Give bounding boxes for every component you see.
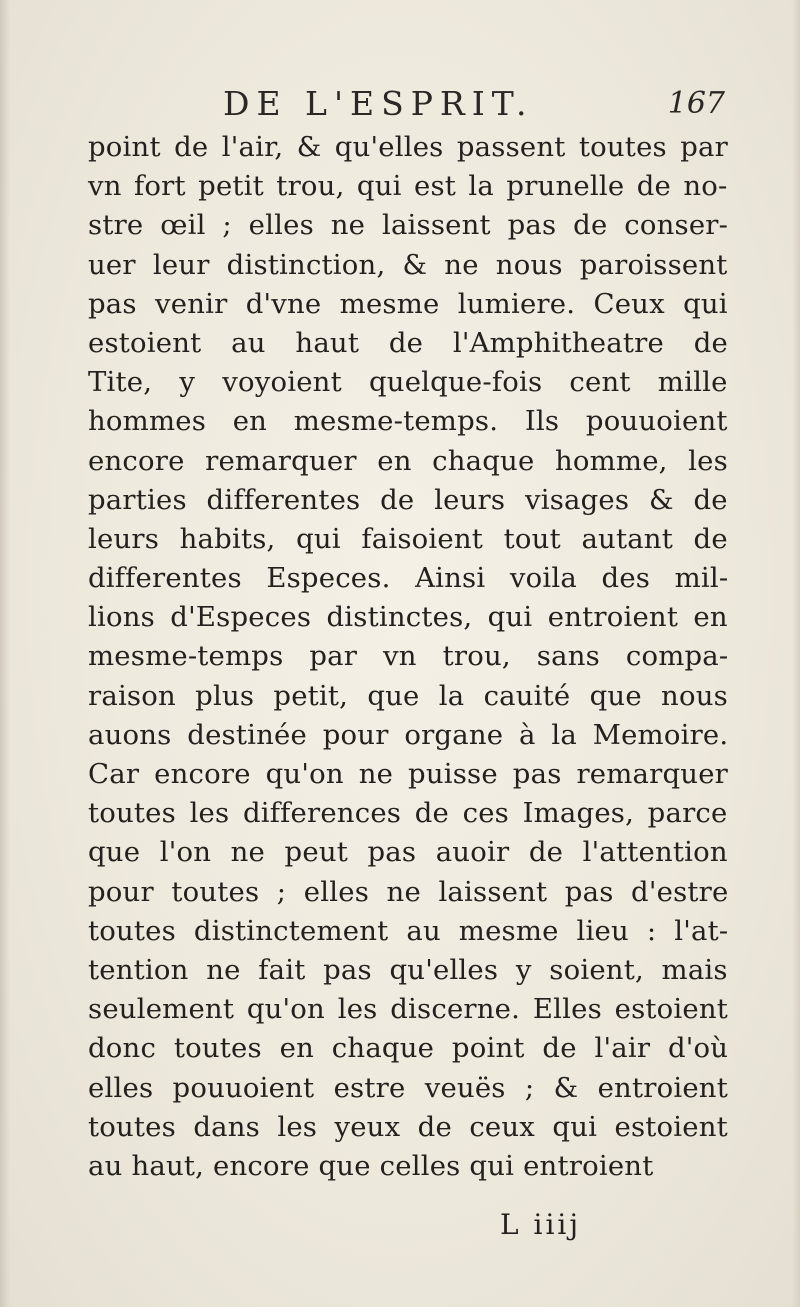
text-line: pour toutes ; elles ne laissent pas d'estre [88,875,729,908]
text-line: au haut, encore que celles qui entroient [88,1149,654,1182]
signature-mark: L iiij [500,1208,582,1241]
running-title: DE L'ESPRIT. [223,84,534,123]
text-line: elles pouuoient estre veuës ; & entroient [88,1071,728,1104]
text-line: tention ne fait pas qu'elles y soient, mais [88,953,728,986]
text-line: parties differentes de leurs visages & de [88,483,728,516]
text-line: uer leur distinction, & ne nous paroissent [88,248,728,281]
text-line: Tite, y voyoient quelque-fois cent mille [88,366,728,399]
text-line: encore remarquer en chaque homme, les [88,444,728,477]
text-line: lions d'Especes distinctes, qui entroient en [88,601,728,634]
text-line: seulement qu'on les discerne. Elles estoient [88,993,729,1026]
text-line: estoient au haut de l'Amphitheatre de [88,326,728,359]
text-line: donc toutes en chaque point de l'air d'où [88,1032,729,1065]
text-line: mesme-temps par vn trou, sans compa- [88,640,729,673]
page-number: 167 [667,86,725,121]
text-line: point de l'air, & qu'elles passent toutes par [88,131,728,163]
text-line: pas venir d'vne mesme lumiere. Ceux qui [88,287,728,320]
text-line: leurs habits, qui faisoient tout autant de [88,522,728,555]
text-line: auons destinée pour organe à la Memoire. [88,718,729,751]
text-line: raison plus petit, que la cauité que nous [88,679,728,712]
text-line: hommes en mesme-temps. Ils pouuoient [88,405,728,438]
text-line: differentes Especes. Ainsi voila des mil- [88,562,729,595]
text-line: que l'on ne peut pas auoir de l'attention [88,836,728,869]
text-line: toutes dans les yeux de ceux qui estoient [88,1110,728,1143]
body-text [88,128,728,1186]
running-head [95,78,725,128]
text-line: toutes distinctement au mesme lieu : l'at- [88,914,729,947]
text-line: vn fort petit trou, qui est la prunelle de no- [88,170,728,203]
text-line: toutes les differences de ces Images, parce [88,797,728,830]
text-line: Car encore qu'on ne puisse pas remarquer [88,758,729,790]
text-line: stre œil ; elles ne laissent pas de conser- [88,209,729,242]
